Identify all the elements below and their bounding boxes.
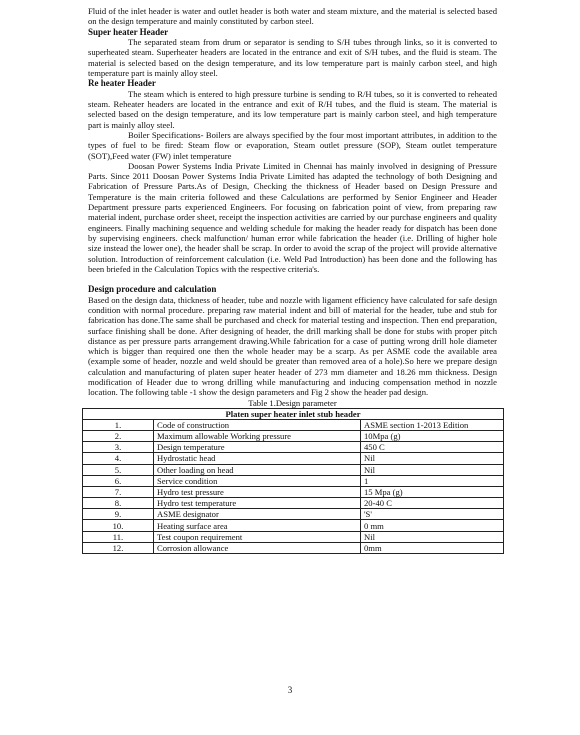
paragraph: Doosan Power Systems India Private Limited in Chennai has mainly involved in designing of Pressure Parts. Since 2011 Doosan Power Systems India Private Limited has adapted the technology of both Designing and Fabrication of Pressure Parts.As of Design, Checking the thickness of Header based on Design Pressure and Temperature is the main criteria followed and these Calculations are performed by Senior Engineer and Header Department pressure parts experienced Engineers. For focusing on fabrication point of view, from preparing raw material indent, purchase order sheet, receipt the inspection activities are carried by our purchase engineers and quality engineers. Finally machining sequence and welding schedule for making the header ready for dispatch has been done by supervising engineers. check malfunction/ human error while fabrication the header (i.e. Drilling of higher hole size instead the lower one), the header shall be scrap. In order to avoid the scrap of the project will provide alternative solution. Introduction of reinforcement calculation (i.e. Weld Pad Introduction) has been done and the following has been briefed in the Calculation Topics with the respective criteria's. [88,160,497,274]
parameter-name: Heating surface area [154,520,361,531]
row-number: 6. [83,475,154,486]
parameter-value: ASME section 1-2013 Edition [361,419,504,430]
page-body [88,6,497,554]
parameter-value: Nil [361,531,504,542]
table-row [83,509,504,520]
parameter-value: 0 mm [361,520,504,531]
section-heading-design: Design procedure and calculation [88,284,217,295]
table-row [83,475,504,486]
row-number: 7. [83,486,154,497]
row-number: 4. [83,453,154,464]
table-row [83,520,504,531]
parameter-value: 'S' [361,509,504,520]
parameter-name: Other loading on head [154,464,361,475]
paragraph: Boiler Specifications- Boilers are always specified by the four most important attributes, in addition to the types of fuel to be fired: Steam flow or evaporation, Steam outlet pressure (SOP), Steam outlet temperature (SOT),Feed water (FW) inlet temperature [88,129,497,161]
parameter-name: Hydro test pressure [154,486,361,497]
row-number: 3. [83,442,154,453]
spacer [88,274,497,284]
parameter-value: 20-40 C [361,498,504,509]
table-row [83,486,504,497]
paragraph: The separated steam from drum or separator is sending to S/H tubes through links, so it is converted to superheated steam. Superheater headers are located in the entrance and exit of S/H tubes, and the fluid is steam. The material is selected based on the design temperature, and its low temperature part is mainly carbon steel, and high temperature part is mainly alloy steel. [88,37,497,78]
parameter-name: Code of construction [154,419,361,430]
table-row [83,531,504,542]
row-number: 1. [83,419,154,430]
parameter-name: Hydro test temperature [154,498,361,509]
parameter-value: Nil [361,453,504,464]
table-header-row [83,408,504,419]
table-header: Platen super heater inlet stub header [83,408,504,419]
row-number: 8. [83,498,154,509]
row-number: 9. [83,509,154,520]
parameter-name: Hydrostatic head [154,453,361,464]
table-row [83,419,504,430]
row-number: 12. [83,542,154,553]
parameter-value: 10Mpa (g) [361,430,504,441]
parameter-name: Corrosion allowance [154,542,361,553]
table-row [83,430,504,441]
parameter-value: 1 [361,475,504,486]
parameter-value: 450 C [361,442,504,453]
table-row [83,498,504,509]
table-caption: Table 1.Design parameter [248,397,337,408]
row-number: 11. [83,531,154,542]
table-row [83,542,504,553]
paragraph: Fluid of the inlet header is water and outlet header is both water and steam mixture, and the material is selected based on the design temperature and mainly constituted by carbon steel. [88,6,497,27]
section-heading-superheater: Super heater Header [88,26,169,37]
parameter-value: Nil [361,464,504,475]
row-number: 2. [83,430,154,441]
section-heading-reheater: Re heater Header [88,78,156,89]
parameter-name: ASME designator [154,509,361,520]
table-row [83,464,504,475]
page-number: 3 [287,685,293,695]
table-row [83,453,504,464]
parameter-name: Maximum allowable Working pressure [154,430,361,441]
row-number: 5. [83,464,154,475]
design-parameter-table [82,408,504,554]
table-row [83,442,504,453]
parameter-value: 0mm [361,542,504,553]
parameter-name: Test coupon requirement [154,531,361,542]
paragraph: The steam which is entered to high pressure turbine is sending to R/H tubes, so it is converted to reheated steam. Reheater headers are located in the entrance and exit of R/H tubes, and the fluid is steam. The material is selected based on the design temperature, and its low temperature part is mainly carbon steel, and high temperature part is mainly alloy steel. [88,88,497,130]
parameter-name: Service condition [154,475,361,486]
paragraph: Based on the design data, thickness of header, tube and nozzle with ligament efficiency have calculated for safe design condition with normal procedure. preparing raw material indent and bill of material for the header, tube and stub for fabrication has done.The same shall be purchased and check for material testing and inspection. Then end preparation, surface finishing shall be done. After designing of header, the drill marking shall be done for stubs with proper pitch distance as per pressure parts arrangement drawing.While fabrication for a case of putting wrong drill hole diameter which is bigger than required one then the whole header may be a scarp. As per ASME code the available area (example some of header, nozzle and weld should be greater than removed area of a hole).So here we prepare design calculation and manufacturing of platen super heater header of 273 mm diameter and 18.26 mm thickness. Design modification of Header due to wrong drilling while manufacturing and inducing compensation method in nozzle location. The following table -1 show the design parameters and Fig 2 show the header pad design. [88,294,497,398]
parameter-value: 15 Mpa (g) [361,486,504,497]
parameter-name: Design temperature [154,442,361,453]
row-number: 10. [83,520,154,531]
